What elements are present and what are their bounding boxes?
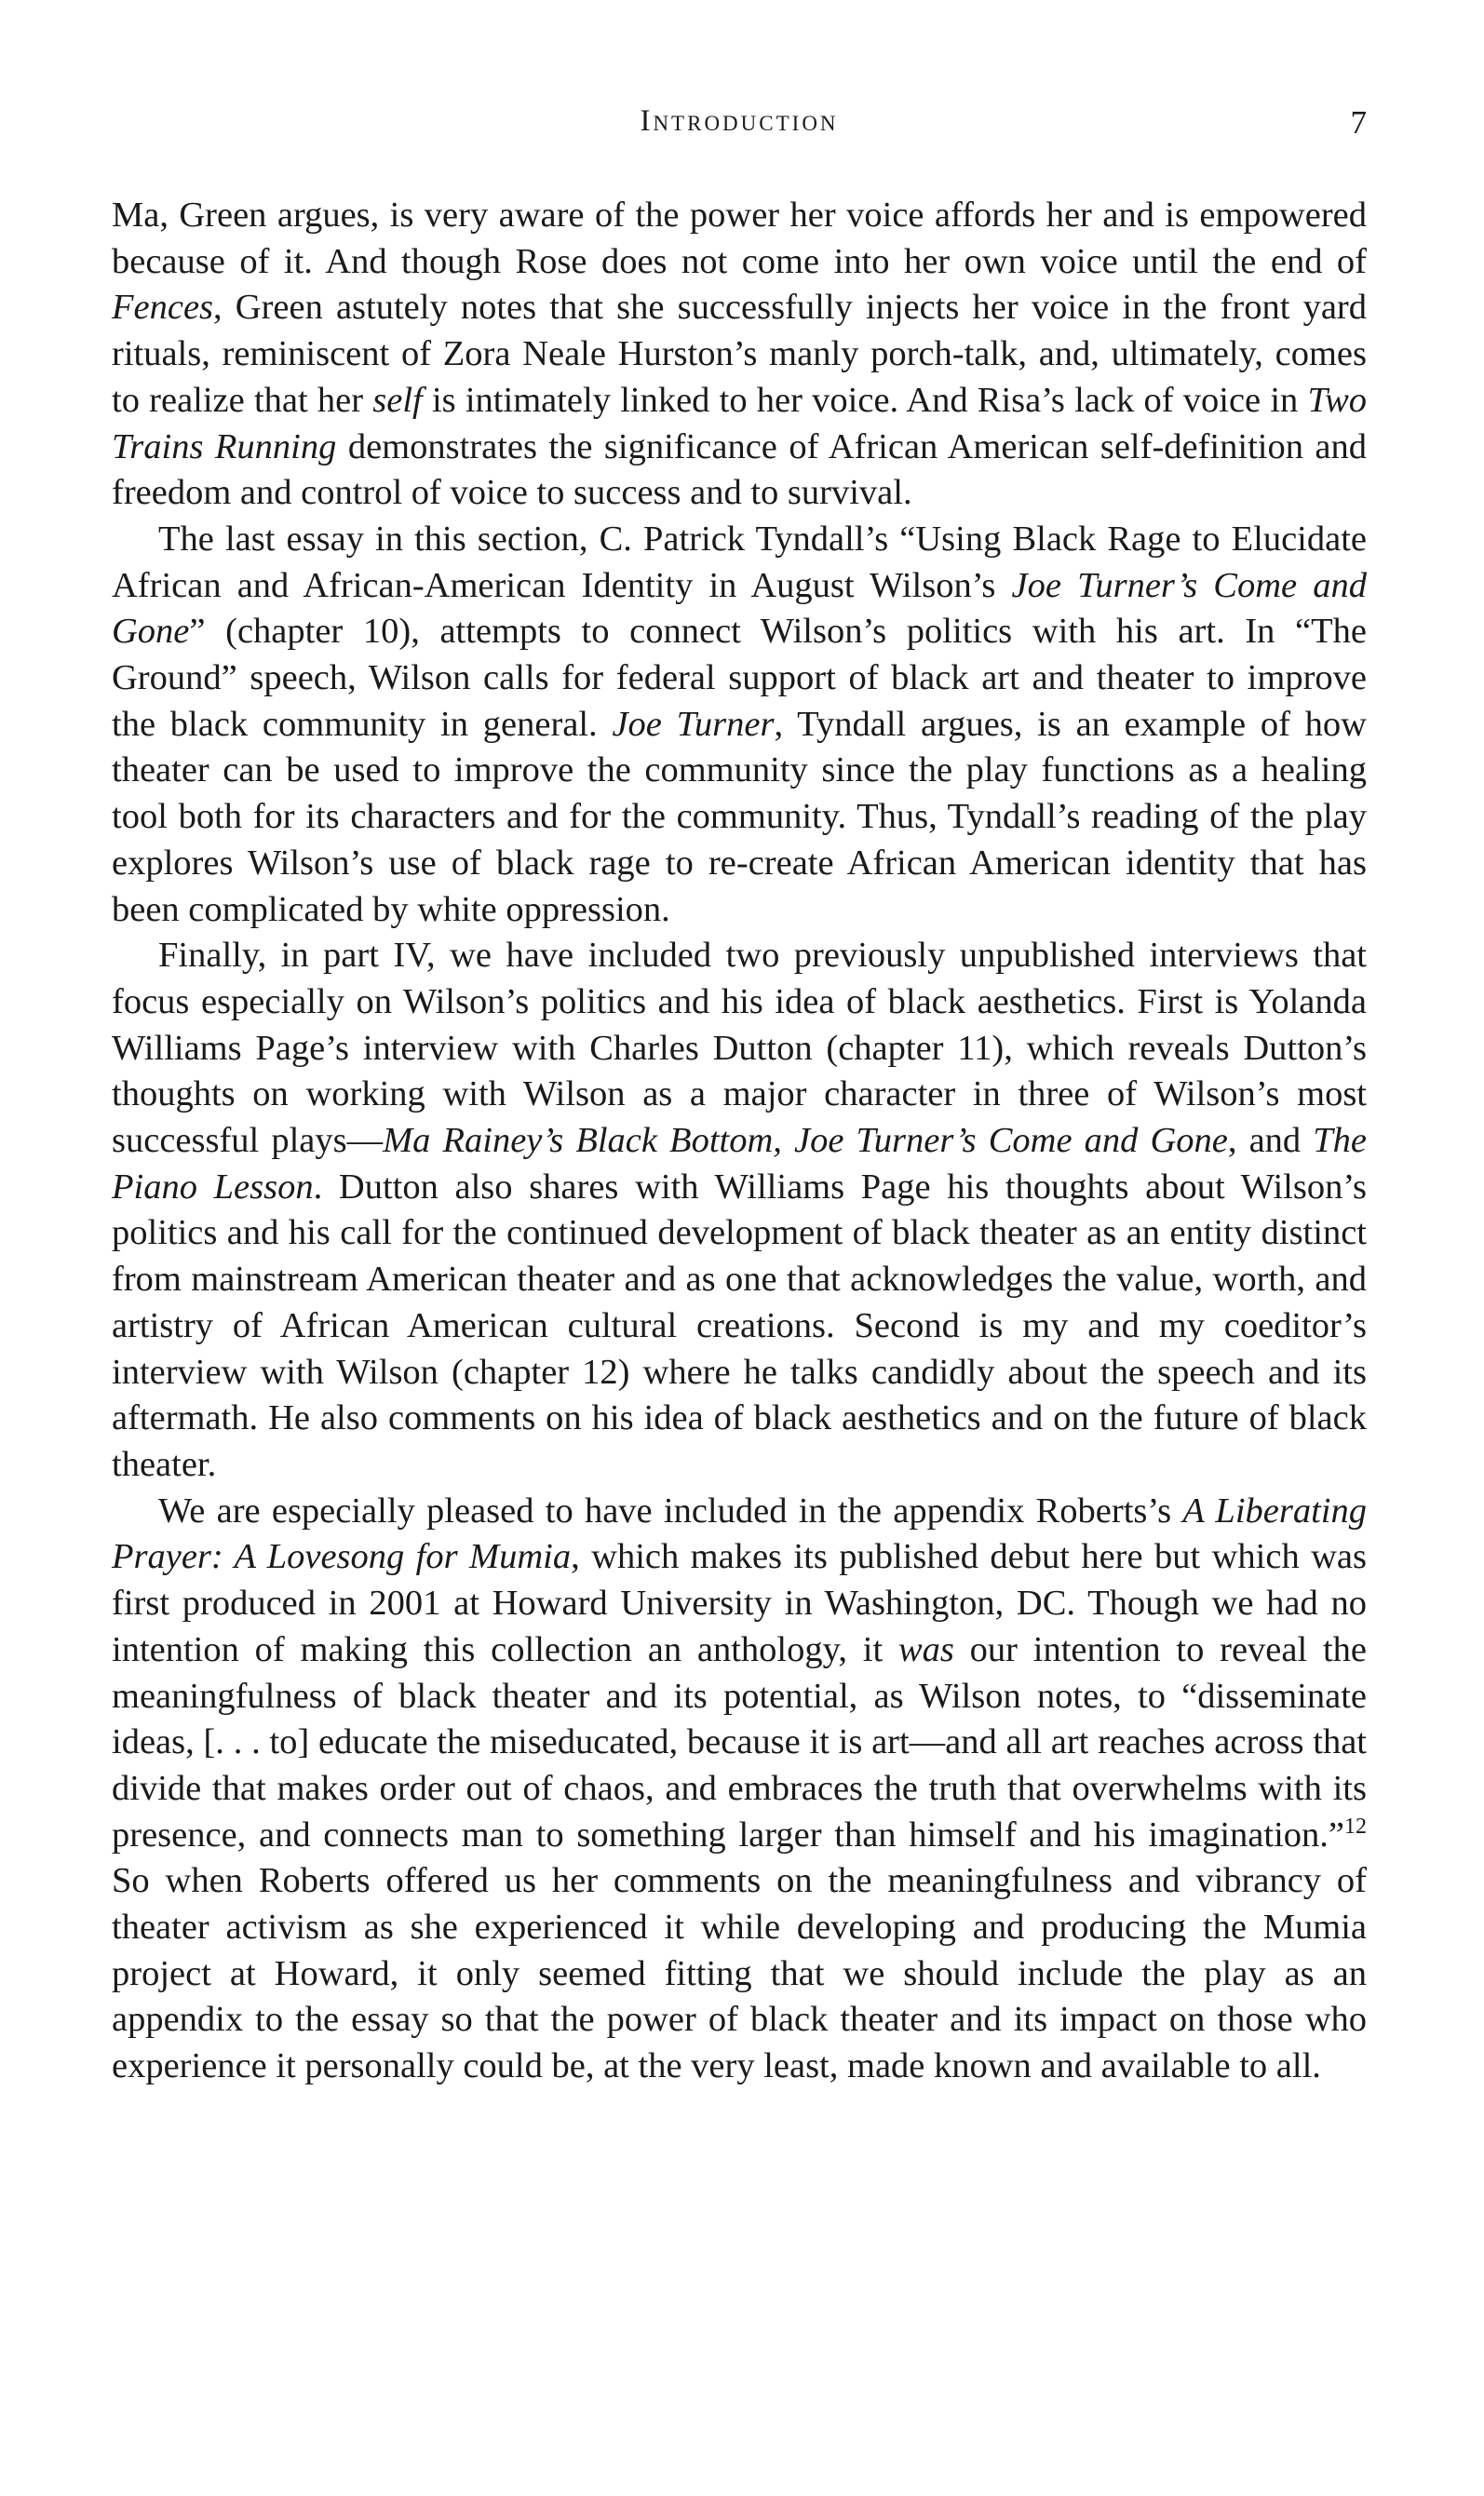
italic-title: Two Trains Running: [112, 380, 1368, 466]
italic-title: A Liberating Prayer: A Lovesong for Mumia: [112, 1491, 1367, 1577]
footnote-ref[interactable]: 12: [1344, 1814, 1367, 1839]
italic-title: was: [897, 1629, 954, 1669]
running-title: Introduction: [640, 104, 839, 138]
italic-title: Joe Turner: [612, 704, 775, 744]
italic-title: self: [372, 380, 423, 420]
body-text: [112, 193, 1367, 2090]
paragraph: We are especially pleased to have included in the appendix Roberts’s A Liberating Prayer: A Lovesong for Mumia, which makes its published debut here but which was first produced in 2001 at Howard University in Washington, DC. Though we had no intention of making this collection an anthology, it was our intention to reveal the meaningfulness of black theater and its potential, as Wilson notes, to “disseminate ideas, [. . . to] educate the miseducated, because it is art—and all art reaches across that divide that makes order out of chaos, and embraces the truth that overwhelms with its presence, and connects man to something larger than himself and his imagination.”$^{12}$ So when Roberts offered us her comments on the meaningfulness and vibrancy of theater activism as she experienced it while developing and producing the Mumia project at Howard, it only seemed fitting that we should include the play as an appendix to the essay so that the power of black theater and its impact on those who experience it personally could be, at the very least, made known and available to all.: [112, 1491, 1367, 2086]
italic-title: The Piano Lesson: [112, 1121, 1368, 1207]
paragraph: Finally, in part IV, we have included two previously unpublished interviews that focus especially on Wilson’s politics and his idea of black aesthetics. First is Yolanda Williams Page’s interview with Charles Dutton (chapter 11), which reveals Dutton’s thoughts on working with Wilson as a major character in three of Wilson’s most successful plays—Ma Rainey’s Black Bottom, Joe Turner’s Come and Gone, and The Piano Lesson. Dutton also shares with Williams Page his thoughts about Wilson’s politics and his call for the continued development of black theater as an entity distinct from mainstream American theater and as one that acknowledges the value, worth, and artistry of African American cultural creations. Second is my and my coeditor’s interview with Wilson (chapter 12) where he talks candidly about the speech and its aftermath. He also comments on his idea of black aesthetics and on the future of black theater.: [112, 936, 1368, 1484]
running-head: [112, 104, 1367, 151]
italic-title: Ma Rainey’s Black Bottom, Joe Turner’s Come and Gone: [383, 1121, 1228, 1161]
italic-title: Fences: [112, 288, 214, 328]
paragraph: Ma, Green argues, is very aware of the power her voice affords her and is empowered because of it. And though Rose does not come into her own voice until the end of Fences, Green astutely notes that she successfully injects her voice in the front yard rituals, reminiscent of Zora Neale Hurston’s manly porch-talk, and, ultimately, comes to realize that her self is intimately linked to her voice. And Risa’s lack of voice in Two Trains Running demonstrates the significance of African American self-definition and freedom and control of voice to success and to survival.: [112, 196, 1368, 513]
page-number: 7: [1350, 104, 1367, 141]
italic-title: Joe Turner’s Come and Gone: [112, 565, 1367, 652]
paragraph: The last essay in this section, C. Patrick Tyndall’s “Using Black Rage to Elucidate African and African-American Identity in August Wilson’s Joe Turner’s Come and Gone” (chapter 10), attempts to connect Wilson’s politics with his art. In “The Ground” speech, Wilson calls for federal support of black art and theater to improve the black community in general. Joe Turner, Tyndall argues, is an example of how theater can be used to improve the community since the play functions as a healing tool both for its characters and for the community. Thus, Tyndall’s reading of the play explores Wilson’s use of black rage to re-create African American identity that has been complicated by white oppression.: [112, 519, 1367, 929]
